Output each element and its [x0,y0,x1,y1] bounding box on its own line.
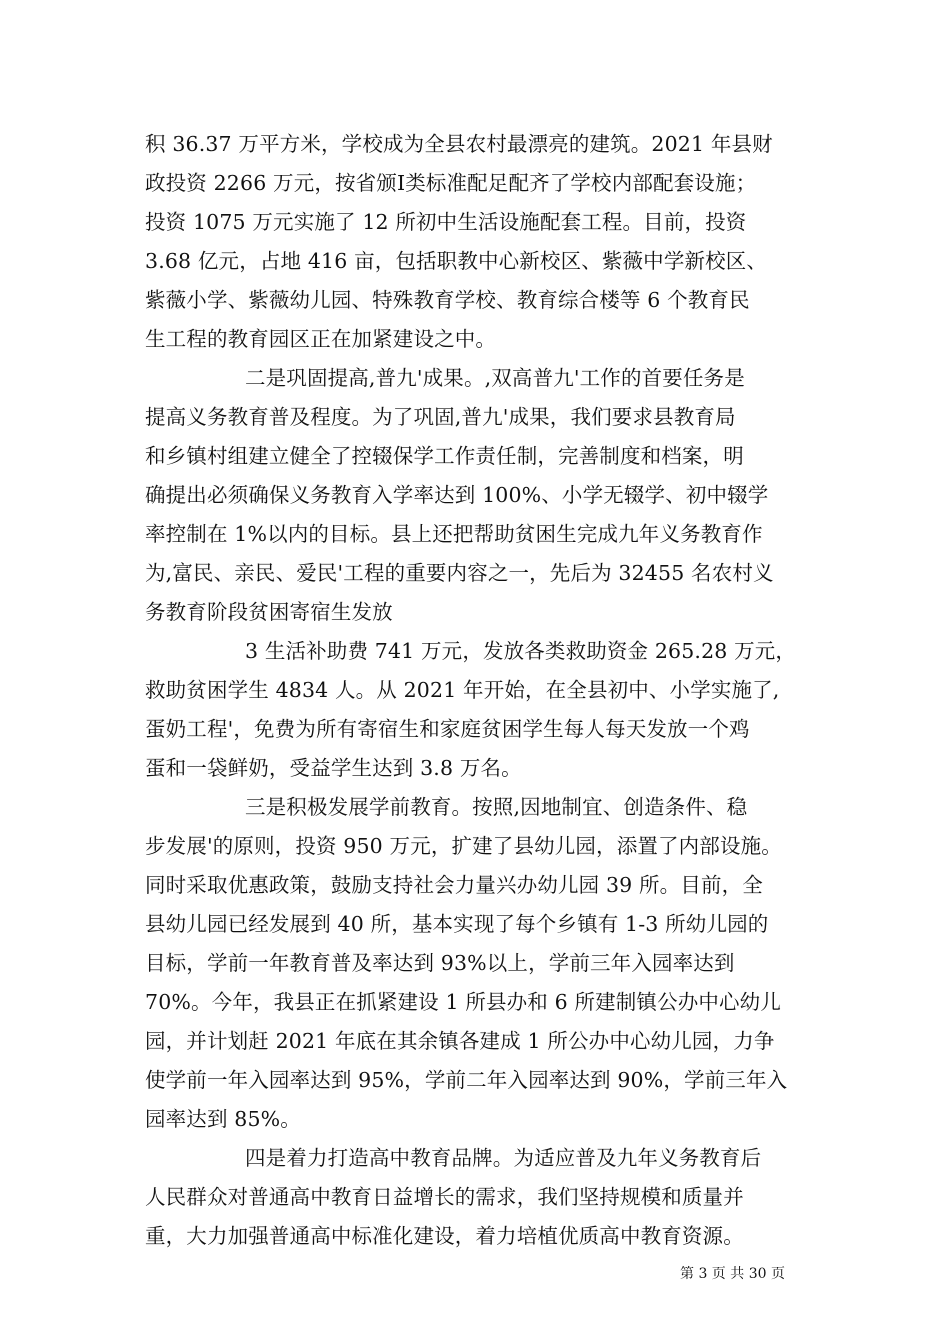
text-line: 3 生活补助费 741 万元，发放各类救助资金 265.28 万元， [245,639,797,663]
text-line: 政投资 2266 万元，按省颁Ⅰ类标准配足配齐了学校内部配套设施； [145,171,757,195]
text-line: 为,富民、亲民、爱民'工程的重要内容之一，先后为 32455 名农村义 [145,561,774,585]
page-footer: 第 3 页 共 30 页 [680,1266,785,1282]
text-line: 县幼儿园已经发展到 40 所，基本实现了每个乡镇有 1-3 所幼儿园的 [145,912,769,936]
text-line: 重，大力加强普通高中标准化建设，着力培植优质高中教育资源。 [145,1224,744,1248]
text-line: 园，并计划赶 2021 年底在其余镇各建成 1 所公办中心幼儿园，力争 [145,1029,775,1053]
text-line: 3.68 亿元，占地 416 亩，包括职教中心新校区、紫薇中学新校区、 [145,249,768,273]
text-line: 使学前一年入园率达到 95%，学前二年入园率达到 90%，学前三年入 [145,1068,788,1092]
text-line: 三是积极发展学前教育。按照,因地制宜、创造条件、稳 [245,795,748,819]
text-line: 务教育阶段贫困寄宿生发放 [145,600,393,624]
text-line: 救助贫困学生 4834 人。从 2021 年开始，在全县初中、小学实施了, [145,678,780,702]
text-line: 人民群众对普通高中教育日益增长的需求，我们坚持规模和质量并 [145,1185,744,1209]
text-line: 紫薇小学、紫薇幼儿园、特殊教育学校、教育综合楼等 6 个教育民 [145,288,750,312]
text-line: 率控制在 1%以内的目标。县上还把帮助贫困生完成九年义务教育作 [145,522,763,546]
text-line: 70%。今年，我县正在抓紧建设 1 所县办和 6 所建制镇公办中心幼儿 [145,990,781,1014]
text-line: 二是巩固提高,普九'成果。,双高普九'工作的首要任务是 [245,366,745,390]
text-line: 确提出必须确保义务教育入学率达到 100%、小学无辍学、初中辍学 [145,483,769,507]
text-line: 蛋奶工程'，免费为所有寄宿生和家庭贫困学生每人每天发放一个鸡 [145,717,750,741]
text-line: 园率达到 85%。 [145,1107,301,1131]
text-line: 步发展'的原则，投资 950 万元，扩建了县幼儿园，添置了内部设施。 [145,834,782,858]
text-line: 四是着力打造高中教育品牌。为适应普及九年义务教育后 [245,1146,762,1170]
text-line: 提高义务教育普及程度。为了巩固,普九'成果，我们要求县教育局 [145,405,736,429]
text-line: 蛋和一袋鲜奶，受益学生达到 3.8 万名。 [145,756,522,780]
text-line: 和乡镇村组建立健全了控辍保学工作责任制，完善制度和档案，明 [145,444,744,468]
text-line: 积 36.37 万平方米，学校成为全县农村最漂亮的建筑。2021 年县财 [145,132,773,156]
text-line: 同时采取优惠政策，鼓励支持社会力量兴办幼儿园 39 所。目前，全 [145,873,763,897]
text-line: 投资 1075 万元实施了 12 所初中生活设施配套工程。目前，投资 [145,210,747,234]
text-line: 生工程的教育园区正在加紧建设之中。 [145,327,497,351]
text-line: 目标，学前一年教育普及率达到 93%以上，学前三年入园率达到 [145,951,735,975]
